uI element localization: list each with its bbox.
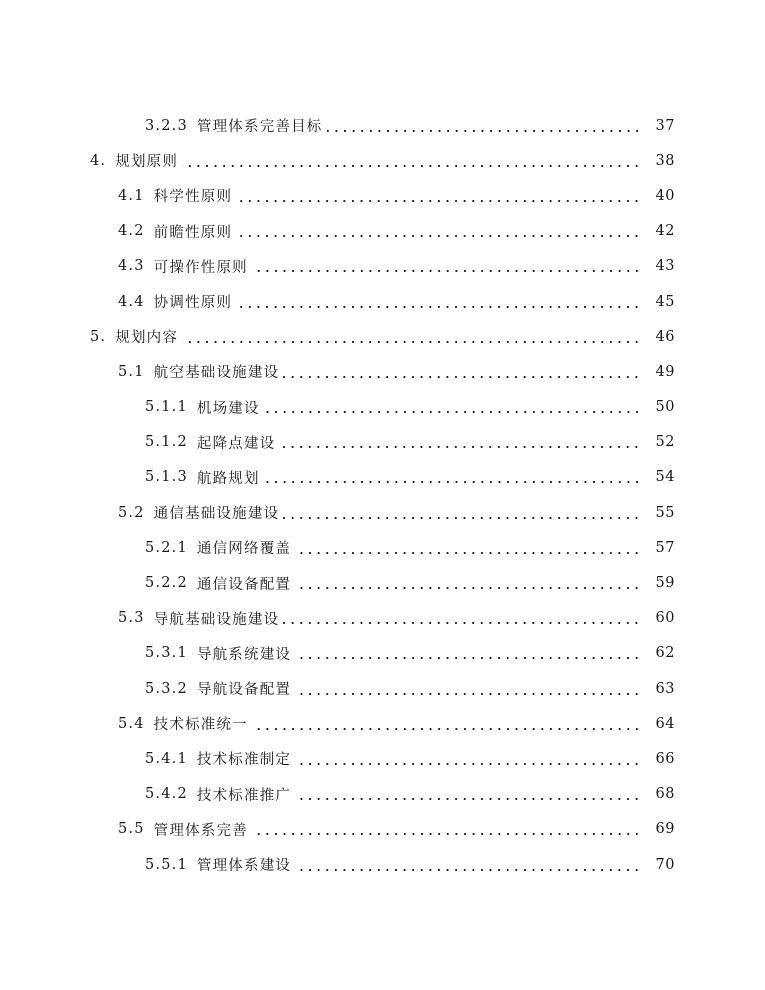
toc-entry-page: 59 — [655, 575, 675, 592]
toc-entry[interactable] — [0, 495, 765, 530]
toc-entry-number: 5.5.1 — [145, 856, 188, 873]
toc-entry-page: 68 — [655, 786, 675, 803]
toc-entry-title: 技术标准制定 — [196, 752, 292, 769]
toc-entry[interactable] — [0, 354, 765, 389]
toc-entry-label — [145, 643, 291, 664]
toc-entry-title: 前瞻性原则 — [153, 224, 233, 241]
toc-entry[interactable] — [0, 565, 765, 600]
toc-entry-page: 42 — [655, 223, 675, 240]
toc-entry[interactable] — [0, 249, 765, 284]
toc-entry-label — [118, 819, 248, 840]
toc-entry-page: 66 — [655, 750, 675, 767]
toc-entry-page: 70 — [655, 856, 675, 873]
dot-leader — [252, 822, 641, 836]
toc-entry[interactable] — [0, 706, 765, 741]
toc-entry-title: 起降点建设 — [196, 435, 276, 452]
toc-entry[interactable] — [0, 847, 765, 882]
dot-leader — [283, 506, 641, 520]
dot-leader — [279, 435, 641, 449]
toc-entry-number: 4. — [90, 152, 107, 169]
dot-leader — [236, 224, 641, 238]
toc-entry-title: 管理体系完善 — [153, 822, 248, 839]
dot-leader — [236, 189, 641, 203]
toc-entry[interactable] — [0, 671, 765, 706]
toc-entry-label — [145, 784, 291, 805]
toc-entry[interactable] — [0, 812, 765, 847]
toc-entry[interactable] — [0, 777, 765, 812]
toc-entry[interactable] — [0, 460, 765, 495]
toc-entry-label — [145, 432, 275, 453]
toc-entry-label — [145, 397, 260, 418]
toc-entry-page: 52 — [655, 434, 675, 451]
toc-entry-number: 5.3.1 — [145, 645, 188, 662]
toc-entry-title: 管理体系建设 — [196, 858, 292, 875]
toc-entry-number: 5.2.1 — [145, 539, 188, 556]
toc-entry[interactable] — [0, 178, 765, 213]
toc-entry-label — [118, 608, 279, 629]
dot-leader — [182, 330, 641, 344]
toc-entry-label — [118, 185, 232, 206]
dot-leader — [264, 470, 641, 484]
dot-leader — [295, 752, 641, 766]
toc-entry-number: 4.1 — [118, 187, 145, 204]
dot-leader — [327, 119, 641, 133]
toc-entry-page: 49 — [655, 363, 675, 380]
dot-leader — [295, 787, 641, 801]
toc-entry-number: 4.4 — [118, 293, 145, 310]
toc-entry-number: 5. — [90, 328, 107, 345]
toc-entry-number: 5.1.2 — [145, 434, 188, 451]
toc-entry-page: 60 — [655, 610, 675, 627]
toc-entry-title: 导航基础设施建设 — [153, 611, 280, 628]
toc-entry-label — [145, 467, 260, 488]
toc-entry-page: 43 — [655, 258, 675, 275]
toc-entry-page: 50 — [655, 399, 675, 416]
toc-entry-page: 62 — [655, 645, 675, 662]
toc-entry-number: 5.3 — [118, 610, 145, 627]
toc-entry-number: 5.1.3 — [145, 469, 188, 486]
dot-leader — [295, 858, 641, 872]
dot-leader — [252, 717, 641, 731]
toc-entry[interactable] — [0, 741, 765, 776]
dot-leader — [295, 646, 641, 660]
dot-leader — [283, 365, 641, 379]
toc-entry-title: 技术标准推广 — [196, 787, 292, 804]
toc-entry-label — [145, 573, 291, 594]
toc-entry[interactable] — [0, 108, 765, 143]
toc-entry-title: 管理体系完善目标 — [196, 119, 323, 136]
toc-entry-page: 63 — [655, 680, 675, 697]
toc-entry-title: 可操作性原则 — [153, 259, 248, 276]
toc-entry-label — [118, 713, 248, 734]
toc-entry[interactable] — [0, 425, 765, 460]
toc-entry[interactable] — [0, 284, 765, 319]
dot-leader — [295, 682, 641, 696]
toc-entry-number: 4.2 — [118, 223, 145, 240]
toc-entry-number: 5.1.1 — [145, 399, 188, 416]
toc-entry[interactable] — [0, 319, 765, 354]
toc-entry-title: 通信网络覆盖 — [196, 541, 292, 558]
toc-entry-page: 69 — [655, 821, 675, 838]
toc-entry-title: 协调性原则 — [153, 295, 233, 312]
toc-entry-title: 机场建设 — [196, 400, 260, 417]
toc-entry-number: 5.3.2 — [145, 680, 188, 697]
toc-entry-label — [118, 221, 232, 242]
toc-entry[interactable] — [0, 390, 765, 425]
toc-entry-label — [145, 748, 291, 769]
toc-entry-number: 5.4.1 — [145, 750, 188, 767]
toc-entry-title: 航路规划 — [196, 470, 260, 487]
toc-entry-title: 导航系统建设 — [196, 646, 292, 663]
toc-entry[interactable] — [0, 636, 765, 671]
table-of-contents — [0, 108, 765, 882]
dot-leader — [283, 611, 641, 625]
toc-entry-page: 55 — [655, 504, 675, 521]
toc-entry-page: 37 — [655, 117, 675, 134]
toc-entry-title: 导航设备配置 — [196, 682, 292, 699]
dot-leader — [182, 154, 641, 168]
toc-entry-label — [118, 256, 248, 277]
toc-entry-label — [145, 115, 323, 136]
toc-entry[interactable] — [0, 143, 765, 178]
dot-leader — [252, 259, 641, 273]
dot-leader — [295, 541, 641, 555]
toc-entry-page: 46 — [655, 328, 675, 345]
toc-entry-title: 科学性原则 — [153, 189, 233, 206]
dot-leader — [236, 295, 641, 309]
toc-entry-number: 5.1 — [118, 363, 145, 380]
toc-entry-number: 3.2.3 — [145, 117, 188, 134]
toc-entry-title: 通信基础设施建设 — [153, 506, 280, 523]
toc-entry-label — [118, 361, 279, 382]
toc-entry-page: 38 — [655, 152, 675, 169]
toc-entry[interactable] — [0, 214, 765, 249]
toc-entry-number: 5.2 — [118, 504, 145, 521]
toc-entry-number: 4.3 — [118, 258, 145, 275]
toc-entry-number: 5.4 — [118, 715, 145, 732]
toc-entry[interactable] — [0, 601, 765, 636]
toc-entry-title: 规划原则 — [115, 154, 179, 171]
toc-entry-label — [118, 291, 232, 312]
toc-entry-page: 57 — [655, 539, 675, 556]
toc-entry-label — [145, 854, 291, 875]
toc-entry-page: 64 — [655, 715, 675, 732]
toc-entry-title: 通信设备配置 — [196, 576, 292, 593]
toc-entry-title: 规划内容 — [115, 330, 179, 347]
toc-entry-label — [145, 678, 291, 699]
toc-entry-label — [90, 326, 178, 347]
dot-leader — [295, 576, 641, 590]
toc-entry-label — [145, 537, 291, 558]
toc-entry-page: 54 — [655, 469, 675, 486]
toc-entry-number: 5.5 — [118, 821, 145, 838]
toc-entry[interactable] — [0, 530, 765, 565]
toc-entry-title: 技术标准统一 — [153, 717, 248, 734]
toc-entry-label — [90, 150, 178, 171]
toc-entry-page: 45 — [655, 293, 675, 310]
toc-entry-number: 5.4.2 — [145, 786, 188, 803]
toc-entry-label — [118, 502, 279, 523]
toc-entry-page: 40 — [655, 187, 675, 204]
dot-leader — [264, 400, 641, 414]
toc-entry-number: 5.2.2 — [145, 575, 188, 592]
toc-entry-title: 航空基础设施建设 — [153, 365, 280, 382]
